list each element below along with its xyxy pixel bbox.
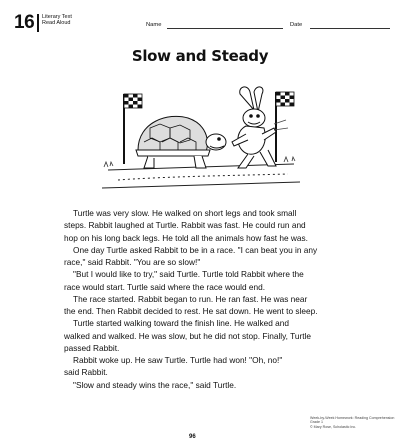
story-line: race," said Rabbit. "You are so slow!" xyxy=(64,257,201,267)
section-label xyxy=(42,14,72,26)
story-line: the end. Then Rabbit decided to rest. He sat down. He went to sleep. xyxy=(64,306,318,316)
story-line: "Slow and steady wins the race," said Turtle. xyxy=(73,379,237,390)
story-line: walked and walked. He was slow, but he did not stop. Finally, Turtle xyxy=(64,330,312,341)
story-line: steps. Rabbit laughed at Turtle. Rabbit was fast. He could run and xyxy=(64,220,306,231)
page-number-badge: 16 xyxy=(14,12,35,33)
turtle xyxy=(136,116,226,168)
page-header xyxy=(14,14,386,34)
right-flag xyxy=(276,92,294,162)
header-divider xyxy=(37,14,39,32)
footer-credit xyxy=(310,416,400,429)
credit-line2: © Mary Rose, Scholastic Inc. xyxy=(310,424,357,429)
story-line: said Rabbit. xyxy=(64,367,108,378)
right-flag-cloth xyxy=(276,92,294,106)
race-illustration xyxy=(98,84,304,194)
story-line: passed Rabbit. xyxy=(64,342,120,353)
name-label: Name xyxy=(146,22,162,28)
story-line: Rabbit woke up. He saw Turtle. Turtle had won! "Oh, no!" xyxy=(73,355,283,365)
story-line: race would start. Turtle said where the race would end. xyxy=(64,281,266,292)
story-line: The race started. Rabbit began to run. He ran fast. He was near xyxy=(73,293,308,304)
story-line: "But I would like to try," said Turtle. Turtle told Rabbit where the xyxy=(73,269,304,280)
date-field[interactable] xyxy=(310,28,390,29)
story-line: hop on his long back legs. He told all the animals how fast he was. xyxy=(64,232,308,243)
story-line: One day Turtle asked Rabbit to be in a race. "I can beat you in any xyxy=(73,244,318,255)
section-label-line2: Read Aloud xyxy=(42,20,71,27)
section-label-line1: Literary Text xyxy=(42,14,72,20)
date-label: Date xyxy=(290,22,303,28)
rabbit xyxy=(232,87,276,168)
left-flag-cloth xyxy=(124,94,142,108)
story-line: Turtle started walking toward the finish line. He walked and xyxy=(73,318,289,329)
name-field[interactable] xyxy=(167,28,283,29)
footer-page-number: 96 xyxy=(189,434,196,440)
credit-line1: Week-by-Week Homework: Reading Comprehension Grade 1 xyxy=(310,416,395,425)
story-title: Slow and Steady xyxy=(131,47,269,65)
story-body xyxy=(64,207,364,391)
story-line: Turtle was very slow. He walked on short legs and took small xyxy=(73,208,297,218)
